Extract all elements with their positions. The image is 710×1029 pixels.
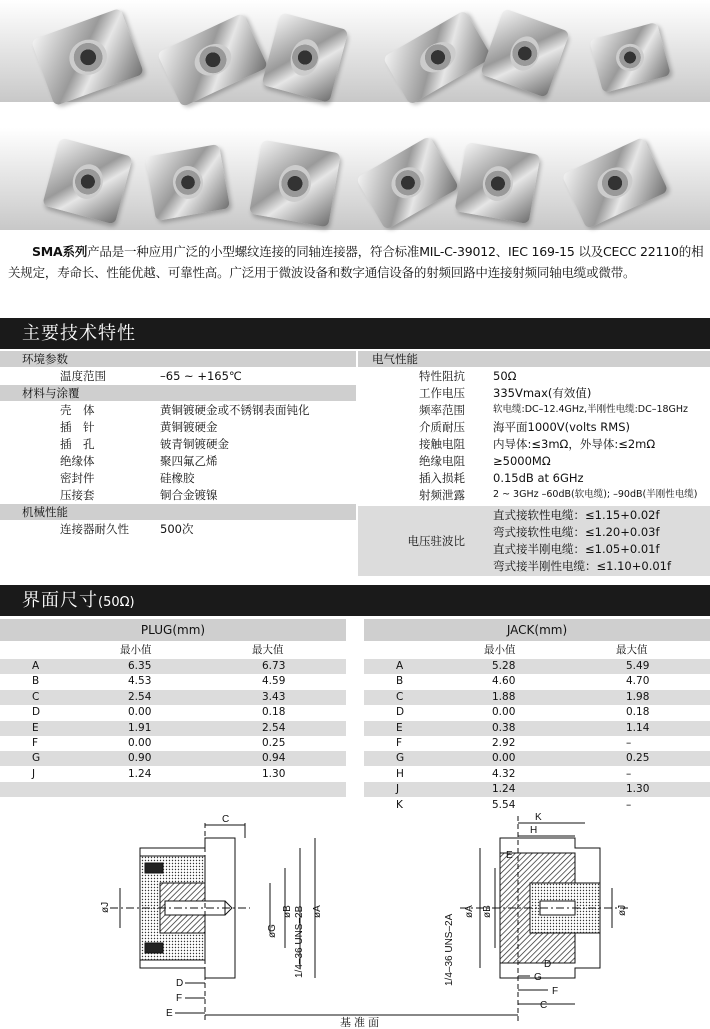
- dim-label-f-jack: F: [552, 986, 559, 997]
- spec-value: –65 ~ +165℃: [160, 369, 242, 383]
- spec-label: 插 针: [60, 420, 95, 434]
- connector-photo: [356, 136, 460, 230]
- table-row: [364, 690, 710, 705]
- plug-table-title: PLUG(mm): [0, 619, 346, 641]
- spec-value: 内导体:≤3mΩ，外导体:≤2mΩ: [493, 437, 656, 451]
- table-cell: 0.90: [128, 752, 152, 765]
- spec-row-right: [358, 402, 710, 418]
- table-cell: 0.00: [128, 706, 152, 719]
- dim-label-d-jack: D: [544, 959, 552, 970]
- table-cell: 4.32: [492, 767, 516, 780]
- column-header: 最小值: [484, 644, 516, 656]
- spec-value: 黄铜镀硬金或不锈钢表面钝化: [160, 403, 310, 417]
- spec-label: 介质耐压: [419, 420, 465, 434]
- table-cell: 1.30: [626, 783, 650, 796]
- table-cell: 0.38: [492, 721, 516, 734]
- spec-value: 0.15dB at 6GHz: [493, 471, 584, 485]
- table-row: [364, 705, 710, 720]
- dim-label-h-jack: H: [530, 825, 538, 836]
- dim-label-j-jack: øJ: [617, 904, 628, 916]
- table-cell: 0.18: [262, 706, 286, 719]
- table-row: [0, 736, 346, 751]
- column-header: 最大值: [252, 644, 284, 656]
- elec-header: [358, 351, 710, 367]
- dim-label-c-plug: C: [222, 814, 230, 825]
- table-cell: J: [396, 783, 400, 796]
- spec-value: ≥5000MΩ: [493, 454, 551, 468]
- spec-value: 500次: [160, 522, 194, 536]
- spec-value: 铜合金镀镍: [160, 488, 218, 502]
- table-row: [0, 705, 346, 720]
- spec-label: 插 孔: [60, 437, 95, 451]
- table-cell: B: [396, 675, 404, 688]
- table-cell: F: [32, 737, 39, 749]
- spec-label: 压接套: [60, 488, 95, 502]
- elec-header-label: 电气性能: [372, 352, 418, 366]
- brand-name: SMA系列: [32, 244, 88, 259]
- jack-drawing: [460, 816, 630, 1023]
- connector-photo: [42, 137, 133, 224]
- dim-label-b-plug: øB: [282, 905, 293, 918]
- dim-label-d-plug: D: [176, 978, 184, 989]
- section-subtitle: (50Ω): [98, 595, 135, 610]
- spec-label: 温度范围: [60, 369, 106, 383]
- table-cell: 3.43: [262, 690, 286, 703]
- spec-value: 黄铜镀硬金: [160, 420, 218, 434]
- spec-row-right: [358, 368, 710, 384]
- table-cell: 0.00: [492, 706, 516, 719]
- table-cell: 1.91: [128, 721, 152, 734]
- table-row: [364, 721, 710, 736]
- table-cell: 1.24: [492, 783, 516, 796]
- connector-photo: [589, 22, 671, 93]
- table-cell: 2.92: [492, 737, 516, 749]
- spec-row-left: [0, 453, 356, 469]
- table-cell: 2.54: [128, 690, 152, 703]
- table-cell: A: [396, 660, 404, 672]
- mat-header-label: 材料与涂覆: [22, 386, 80, 400]
- spec-value: 海平面1000V(volts RMS): [493, 420, 631, 434]
- spec-label: 绝缘体: [60, 454, 95, 468]
- table-cell: E: [32, 721, 39, 734]
- spec-row-right: [358, 470, 710, 486]
- table-cell: 1.98: [626, 690, 650, 703]
- spec-row-left: [0, 436, 356, 452]
- table-row: [364, 736, 710, 751]
- table-cell: 0.25: [626, 752, 650, 765]
- dim-label-a-plug: øA: [312, 905, 323, 918]
- dim-label-e-jack: E: [506, 850, 513, 861]
- table-cell: G: [396, 752, 405, 765]
- table-cell: 0.00: [492, 752, 516, 765]
- table-row: [0, 690, 346, 705]
- vswr-line: 直式接半刚电缆：≤1.05+0.01f: [493, 542, 660, 556]
- spec-row-left: [0, 470, 356, 486]
- mech-header: [0, 504, 356, 520]
- table-cell: D: [396, 706, 405, 719]
- dim-label-g-plug: øG: [267, 924, 278, 938]
- spec-row-right: [358, 487, 710, 503]
- table-row: [0, 659, 346, 674]
- connector-photo: [383, 10, 493, 105]
- table-row: [364, 659, 710, 674]
- table-cell: F: [396, 737, 403, 749]
- connector-photo: [261, 12, 348, 103]
- table-row: [364, 674, 710, 689]
- dim-label-e-plug: E: [166, 1008, 173, 1019]
- table-cell: C: [396, 690, 404, 703]
- table-cell: J: [32, 767, 36, 780]
- spec-label: 工作电压: [419, 386, 465, 400]
- spec-label: 绝缘电阻: [419, 454, 465, 468]
- table-cell: 6.73: [262, 660, 286, 672]
- connector-photo: [249, 140, 341, 228]
- product-photo-band-top: [0, 0, 710, 102]
- spec-value: 软电缆:DC–12.4GHz,半刚性电缆:DC–18GHz: [493, 404, 689, 415]
- connector-photo: [454, 142, 540, 224]
- mat-header: [0, 385, 356, 401]
- spec-row-left: [0, 487, 356, 503]
- spec-row-right: [358, 453, 710, 469]
- table-cell: 5.54: [492, 798, 516, 811]
- table-cell: 2.54: [262, 721, 286, 734]
- dim-label-k-jack: K: [535, 812, 542, 823]
- reference-plane-label: 基 准 面: [340, 1017, 380, 1029]
- table-cell: 5.28: [492, 660, 516, 672]
- connector-photo: [562, 137, 669, 229]
- spec-row-right: [358, 436, 710, 452]
- spec-label: 射频泄露: [419, 488, 465, 502]
- table-cell: 0.25: [262, 737, 286, 749]
- jack-table-title: JACK(mm): [364, 619, 710, 641]
- spec-value: 硅橡胶: [160, 471, 195, 485]
- table-cell: 0.00: [128, 737, 152, 749]
- spec-label: 连接器耐久性: [60, 522, 129, 536]
- spec-value: 铍青铜镀硬金: [160, 437, 229, 451]
- spec-row-left: [0, 402, 356, 418]
- table-cell: 1.30: [262, 767, 286, 780]
- vswr-line: 弯式接软性电缆：≤1.20+0.03f: [493, 525, 660, 539]
- table-cell: 1.24: [128, 767, 152, 780]
- table-cell: 0.94: [262, 752, 286, 765]
- product-photo-band-bottom: [0, 128, 710, 230]
- section-header-specs: [0, 318, 710, 349]
- spec-label: 壳 体: [60, 403, 95, 417]
- table-cell: 4.70: [626, 675, 650, 688]
- table-cell: A: [32, 660, 40, 672]
- plug-drawing: [110, 823, 315, 1023]
- connector-photo: [145, 144, 230, 221]
- spec-row-left: [0, 368, 356, 384]
- column-header: 最大值: [616, 644, 648, 656]
- mech-header-label: 机械性能: [22, 505, 68, 519]
- plug-thread-label: 1/4–36 UNS–2B: [294, 905, 305, 978]
- jack-table-header: [364, 643, 710, 658]
- dim-label-c-jack: C: [540, 1000, 548, 1011]
- vswr-line: 弯式接半刚性电缆：≤1.10+0.01f: [493, 559, 672, 573]
- connector-photo: [157, 13, 268, 108]
- spec-label: 插入损耗: [419, 471, 465, 485]
- plug-table-header: [0, 643, 346, 658]
- table-cell: 4.60: [492, 675, 516, 688]
- table-cell: D: [32, 706, 41, 719]
- dimension-drawing: [0, 808, 710, 1029]
- table-cell: –: [626, 767, 632, 780]
- spec-row-left: [0, 521, 356, 537]
- table-cell: H: [396, 767, 404, 780]
- jack-thread-label: 1/4–36 UNS–2A: [444, 913, 455, 986]
- table-cell: 6.35: [128, 660, 152, 672]
- table-row: [0, 767, 346, 782]
- table-cell: –: [626, 798, 632, 811]
- dim-label-j-plug: øJ: [100, 901, 111, 913]
- table-row: [364, 782, 710, 797]
- table-cell: C: [32, 690, 40, 703]
- table-cell: K: [396, 798, 403, 811]
- table-cell: 0.18: [626, 706, 650, 719]
- table-cell: 5.49: [626, 660, 650, 672]
- env-header: [0, 351, 356, 367]
- spec-label: 密封件: [60, 471, 95, 485]
- table-cell: –: [626, 737, 632, 749]
- dim-label-f-plug: F: [176, 993, 183, 1004]
- spec-label: 频率范围: [419, 403, 465, 417]
- table-cell: 1.88: [492, 690, 516, 703]
- table-cell: 4.59: [262, 675, 286, 688]
- connector-photo: [31, 8, 144, 106]
- table-row: [364, 751, 710, 766]
- dim-label-g-jack: G: [534, 972, 542, 983]
- dim-label-a-jack: øA: [464, 905, 475, 918]
- vswr-line: 直式接软性电缆：≤1.15+0.02f: [493, 508, 660, 522]
- spec-label: 特性阻抗: [419, 369, 465, 383]
- table-cell: G: [32, 752, 41, 765]
- spec-value: 2 ~ 3GHz –60dB(软电缆); –90dB(半刚性电缆): [493, 489, 698, 500]
- connector-photo: [480, 8, 570, 98]
- spec-label: 接触电阻: [419, 437, 465, 451]
- table-cell: B: [32, 675, 40, 688]
- section-title: 界面尺寸: [22, 590, 98, 611]
- dim-label-b-jack: øB: [482, 905, 493, 918]
- table-row: [0, 721, 346, 736]
- column-header: 最小值: [120, 644, 152, 656]
- env-header-label: 环境参数: [22, 352, 68, 366]
- table-row: [0, 782, 346, 797]
- section-header-dimensions: [0, 585, 710, 616]
- spec-value: 聚四氟乙烯: [160, 454, 218, 468]
- table-cell: 4.53: [128, 675, 152, 688]
- vswr-label: 电压驻波比: [407, 534, 465, 548]
- table-row: [364, 767, 710, 782]
- table-row: [0, 751, 346, 766]
- spec-value: 335Vmax(有效值): [493, 386, 592, 400]
- spec-row-right: [358, 385, 710, 401]
- intro-text: 产品是一种应用广泛的小型螺纹连接的同轴连接器，符合标准MIL-C-39012、IEC 169-15 以及CECC 22110的相关规定，寿命长、性能优越、可靠性高。广泛用于微波设备和数字通信设备的射频回路中连接射频同轴电缆或微带。: [8, 244, 704, 280]
- table-cell: E: [396, 721, 403, 734]
- table-row: [0, 674, 346, 689]
- spec-row-left: [0, 419, 356, 435]
- intro-paragraph: [8, 241, 704, 283]
- section-title: 主要技术特性: [22, 323, 136, 344]
- table-cell: 1.14: [626, 721, 650, 734]
- spec-value: 50Ω: [493, 369, 517, 383]
- spec-row-right: [358, 419, 710, 435]
